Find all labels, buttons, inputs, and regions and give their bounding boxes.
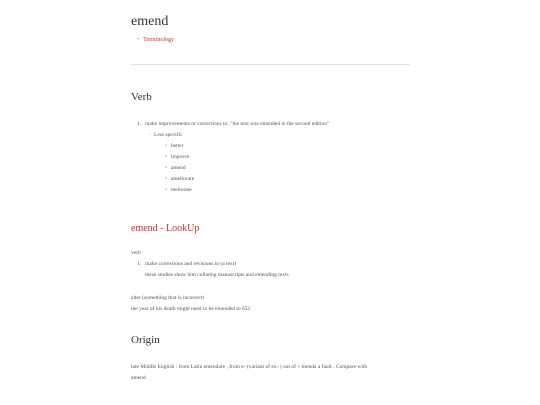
synonym-item[interactable]: • amend [165, 166, 186, 172]
synonym-item[interactable]: • improve [165, 155, 189, 161]
synonym-item[interactable]: • meliorate [165, 188, 192, 194]
verb-definition: make improvements or corrections to; "the text was emended in the second edition" [145, 121, 330, 127]
lookup-example: these studies show him collating manuscripts and emending texts [145, 272, 289, 278]
origin-heading: Origin [131, 334, 160, 346]
verb-definition-item: 1. make improvements or corrections to; "the text was emended in the second edition" [137, 121, 330, 127]
origin-text-line1: late Middle English : from Latin emendare , from e- (variant of ex- ) out of + menda a fault . Compare with [131, 364, 368, 370]
lookup-sense: make corrections and revisions to (a text) [145, 261, 237, 267]
alt-example: the year of his death might need to be emended to 652 [131, 306, 251, 312]
synonym-item[interactable]: • ameliorate [165, 177, 194, 183]
origin-text-line2: amend [131, 375, 146, 381]
page-title: emend [131, 14, 169, 29]
tag-link-terminology[interactable]: • Terminology [137, 37, 174, 43]
alt-sense: alter (something that is incorrect) [131, 295, 205, 301]
tag-list [137, 37, 174, 43]
part-of-speech: verb [131, 250, 141, 256]
synonym-item[interactable]: • better [165, 144, 183, 150]
lookup-sense-item: 1. make corrections and revisions to (a text) [137, 261, 237, 267]
verb-heading: Verb [131, 91, 152, 103]
lookup-heading: emend - LookUp [131, 223, 200, 234]
less-specific-label: ◦ Less specific [149, 133, 183, 139]
divider [131, 64, 410, 65]
